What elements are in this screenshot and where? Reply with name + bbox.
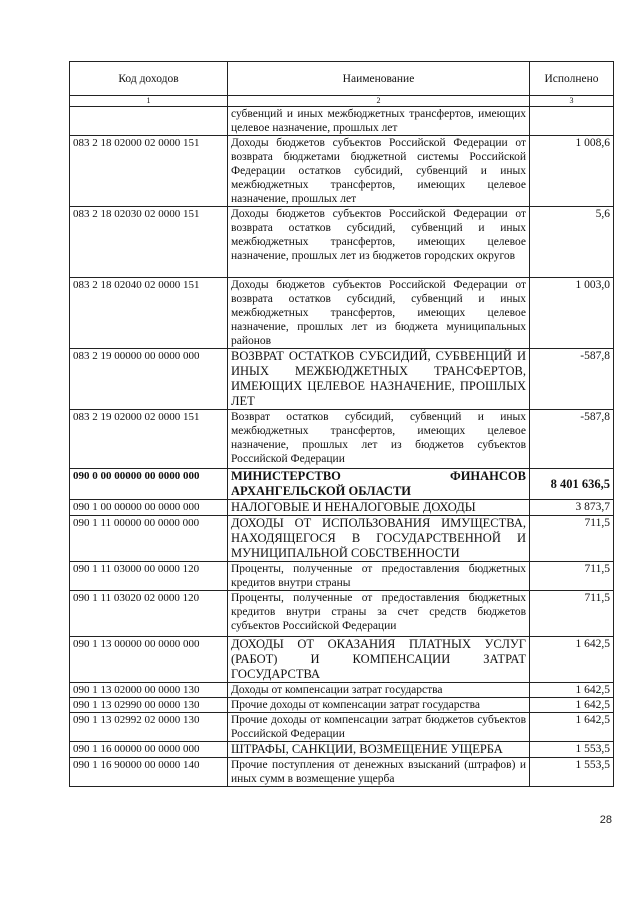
- table-row: [70, 742, 614, 758]
- revenue-name: субвенций и иных межбюджетных трансфертов, имеющих целевое назначение, прошлых лет: [228, 107, 530, 136]
- column-number-row: [70, 96, 614, 107]
- revenue-code: 083 2 18 02030 02 0000 151: [70, 207, 228, 278]
- revenue-name: Проценты, полученные от предоставления бюджетных кредитов внутри страны: [228, 562, 530, 591]
- revenue-code: [70, 107, 228, 136]
- revenue-code: 083 2 18 02040 02 0000 151: [70, 278, 228, 349]
- table-row: [70, 410, 614, 469]
- revenue-value: [530, 107, 614, 136]
- revenue-value: 711,5: [530, 562, 614, 591]
- revenue-code: 090 1 13 00000 00 0000 000: [70, 637, 228, 683]
- revenue-name: ВОЗВРАТ ОСТАТКОВ СУБСИДИЙ, СУБВЕНЦИЙ И ИНЫХ МЕЖБЮДЖЕТНЫХ ТРАНСФЕРТОВ, ИМЕЮЩИХ ЦЕЛЕВОЕ НАЗНАЧЕНИЕ, ПРОШЛЫХ ЛЕТ: [228, 349, 530, 410]
- column-number: 2: [228, 96, 530, 107]
- revenue-name: ДОХОДЫ ОТ ОКАЗАНИЯ ПЛАТНЫХ УСЛУГ (РАБОТ) И КОМПЕНСАЦИИ ЗАТРАТ ГОСУДАРСТВА: [228, 637, 530, 683]
- revenue-value: 1 553,5: [530, 742, 614, 758]
- revenue-name: Доходы от компенсации затрат государства: [228, 683, 530, 698]
- revenue-code: 083 2 19 02000 02 0000 151: [70, 410, 228, 469]
- revenue-name: ШТРАФЫ, САНКЦИИ, ВОЗМЕЩЕНИЕ УЩЕРБА: [228, 742, 530, 758]
- table-row: [70, 500, 614, 516]
- revenue-value: -587,8: [530, 410, 614, 469]
- table-header-row: [70, 62, 614, 96]
- table-row: [70, 683, 614, 698]
- revenue-value: -587,8: [530, 349, 614, 410]
- revenue-code: 090 1 16 00000 00 0000 000: [70, 742, 228, 758]
- revenue-code: 090 0 00 00000 00 0000 000: [70, 469, 228, 500]
- revenue-value: 3 873,7: [530, 500, 614, 516]
- column-number: 1: [70, 96, 228, 107]
- table-row: [70, 698, 614, 713]
- table-row: [70, 562, 614, 591]
- table-row: [70, 469, 614, 500]
- revenue-table: [69, 61, 614, 787]
- revenue-name: НАЛОГОВЫЕ И НЕНАЛОГОВЫЕ ДОХОДЫ: [228, 500, 530, 516]
- page-number: 28: [599, 814, 612, 826]
- revenue-name: МИНИСТЕРСТВО ФИНАНСОВ АРХАНГЕЛЬСКОЙ ОБЛАСТИ: [228, 469, 530, 500]
- revenue-value: 711,5: [530, 516, 614, 562]
- table-row: [70, 136, 614, 207]
- revenue-name: Доходы бюджетов субъектов Российской Федерации от возврата остатков субсидий, субвенций и иных межбюджетных трансфертов, имеющих целевое назначение, прошлых лет из бюджетов городских округов: [228, 207, 530, 278]
- table-row: [70, 278, 614, 349]
- table-row: [70, 207, 614, 278]
- table-row: [70, 349, 614, 410]
- revenue-name: Прочие поступления от денежных взысканий (штрафов) и иных сумм в возмещение ущерба: [228, 758, 530, 787]
- table-row: [70, 758, 614, 787]
- revenue-value: 1 553,5: [530, 758, 614, 787]
- revenue-value: 1 008,6: [530, 136, 614, 207]
- revenue-code: 090 1 00 00000 00 0000 000: [70, 500, 228, 516]
- revenue-name: Возврат остатков субсидий, субвенций и иных межбюджетных трансфертов, имеющих целевое назначение, прошлых лет из бюджетов субъектов Российской Федерации: [228, 410, 530, 469]
- revenue-code: 090 1 11 03020 02 0000 120: [70, 591, 228, 637]
- table-row: [70, 516, 614, 562]
- revenue-name: ДОХОДЫ ОТ ИСПОЛЬЗОВАНИЯ ИМУЩЕСТВА, НАХОДЯЩЕГОСЯ В ГОСУДАРСТВЕННОЙ И МУНИЦИПАЛЬНОЙ СОБСТВЕННОСТИ: [228, 516, 530, 562]
- revenue-code: 090 1 13 02992 02 0000 130: [70, 713, 228, 742]
- header-name: Наименование: [228, 62, 530, 96]
- table-row: [70, 107, 614, 136]
- revenue-code: 090 1 13 02990 00 0000 130: [70, 698, 228, 713]
- column-number: 3: [530, 96, 614, 107]
- revenue-code: 083 2 18 02000 02 0000 151: [70, 136, 228, 207]
- revenue-name: Проценты, полученные от предоставления бюджетных кредитов внутри страны за счет средств бюджетов субъектов Российской Федерации: [228, 591, 530, 637]
- revenue-value: 5,6: [530, 207, 614, 278]
- revenue-value: 1 642,5: [530, 637, 614, 683]
- table-row: [70, 713, 614, 742]
- revenue-name: Прочие доходы от компенсации затрат государства: [228, 698, 530, 713]
- revenue-code: 090 1 11 03000 00 0000 120: [70, 562, 228, 591]
- revenue-value: 1 642,5: [530, 683, 614, 698]
- header-code: Код доходов: [70, 62, 228, 96]
- table-row: [70, 591, 614, 637]
- revenue-code: 090 1 16 90000 00 0000 140: [70, 758, 228, 787]
- header-value: Исполнено: [530, 62, 614, 96]
- revenue-name: Доходы бюджетов субъектов Российской Федерации от возврата остатков субсидий, субвенций и иных межбюджетных трансфертов, имеющих целевое назначение, прошлых лет из бюджета муниципальных районов: [228, 278, 530, 349]
- revenue-value: 1 003,0: [530, 278, 614, 349]
- table-row: [70, 637, 614, 683]
- revenue-value: 1 642,5: [530, 698, 614, 713]
- revenue-value: 711,5: [530, 591, 614, 637]
- revenue-name: Прочие доходы от компенсации затрат бюджетов субъектов Российской Федерации: [228, 713, 530, 742]
- revenue-code: 090 1 11 00000 00 0000 000: [70, 516, 228, 562]
- revenue-value: 1 642,5: [530, 713, 614, 742]
- revenue-value: 8 401 636,5: [530, 469, 614, 500]
- revenue-code: 083 2 19 00000 00 0000 000: [70, 349, 228, 410]
- revenue-name: Доходы бюджетов субъектов Российской Федерации от возврата бюджетами бюджетной системы Российской Федерации остатков субсидий, субвенций и иных межбюджетных трансфертов, имеющих целевое назначение, прошлых лет: [228, 136, 530, 207]
- revenue-code: 090 1 13 02000 00 0000 130: [70, 683, 228, 698]
